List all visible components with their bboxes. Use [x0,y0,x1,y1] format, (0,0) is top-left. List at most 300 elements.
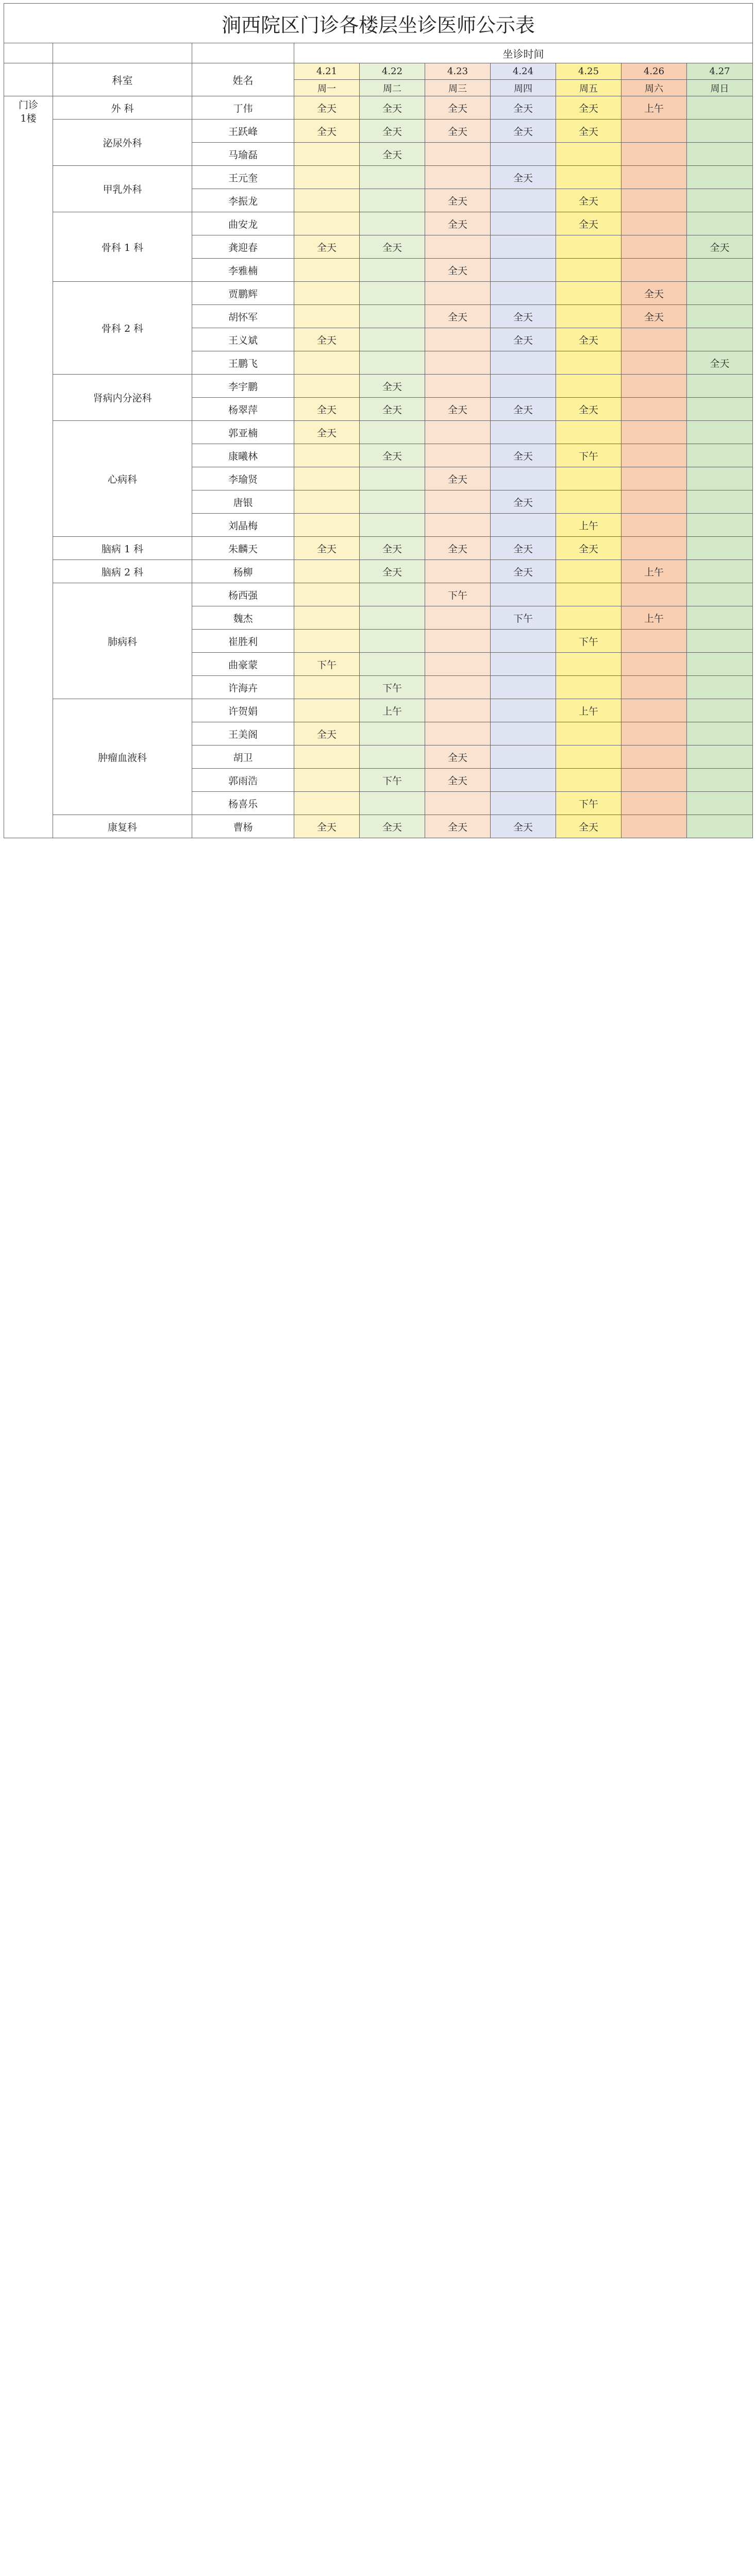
shift-cell [687,583,753,606]
shift-cell [360,745,425,769]
shift-cell [621,490,687,514]
shift-cell [425,235,491,259]
shift-cell [491,769,556,792]
shift-cell: 全天 [425,305,491,328]
weekday-header: 周三 [425,80,491,96]
shift-cell: 全天 [294,722,360,745]
shift-cell [621,328,687,351]
weekday-header: 周二 [360,80,425,96]
shift-cell [360,606,425,630]
header-dept-top [53,43,192,63]
shift-cell [556,583,621,606]
shift-cell [556,676,621,699]
shift-cell [360,630,425,653]
name-header: 姓名 [192,63,294,96]
shift-cell: 全天 [491,444,556,467]
shift-cell: 全天 [556,328,621,351]
shift-cell: 下午 [491,606,556,630]
shift-cell [687,745,753,769]
table-row [4,699,753,722]
shift-cell: 全天 [491,815,556,838]
shift-cell [621,421,687,444]
shift-cell [360,351,425,375]
shift-cell [425,375,491,398]
shift-cell [621,630,687,653]
shift-cell [687,305,753,328]
shift-cell [687,375,753,398]
shift-cell [687,120,753,143]
shift-cell: 下午 [556,444,621,467]
shift-cell [360,722,425,745]
shift-cell [294,699,360,722]
doctor-name: 王美阁 [192,722,294,745]
shift-cell: 全天 [360,537,425,560]
shift-cell [687,537,753,560]
dept-cell: 泌尿外科 [53,120,192,166]
shift-cell [687,398,753,421]
shift-cell [491,143,556,166]
shift-cell [294,630,360,653]
shift-cell [621,815,687,838]
schedule-body [4,96,753,838]
shift-cell [294,143,360,166]
shift-cell [687,630,753,653]
time-header: 坐诊时间 [294,43,753,63]
shift-cell [360,166,425,189]
shift-cell [621,722,687,745]
doctor-name: 刘晶梅 [192,514,294,537]
shift-cell: 全天 [360,815,425,838]
shift-cell [621,166,687,189]
shift-cell [621,235,687,259]
shift-cell: 全天 [294,421,360,444]
shift-cell [687,769,753,792]
shift-cell: 下午 [360,769,425,792]
shift-cell: 全天 [556,212,621,235]
shift-cell [687,467,753,490]
shift-cell [425,282,491,305]
date-header: 4.23 [425,63,491,80]
doctor-name: 康曦林 [192,444,294,467]
shift-cell [491,212,556,235]
shift-cell [687,699,753,722]
dept-cell: 骨科 2 科 [53,282,192,375]
shift-cell: 全天 [294,120,360,143]
shift-cell: 下午 [556,630,621,653]
weekday-header: 周四 [491,80,556,96]
shift-cell: 全天 [687,351,753,375]
doctor-name: 崔胜利 [192,630,294,653]
shift-cell: 全天 [491,166,556,189]
shift-cell [621,769,687,792]
shift-cell [491,467,556,490]
shift-cell [621,514,687,537]
table-row [4,560,753,583]
shift-cell [491,375,556,398]
shift-cell [491,653,556,676]
shift-cell [621,398,687,421]
table-row [4,537,753,560]
shift-cell [687,212,753,235]
shift-cell [294,583,360,606]
shift-cell [360,421,425,444]
shift-cell [294,375,360,398]
shift-cell [360,305,425,328]
table-row [4,421,753,444]
shift-cell: 全天 [425,815,491,838]
shift-cell: 全天 [556,189,621,212]
shift-cell: 全天 [360,120,425,143]
shift-cell [556,259,621,282]
dept-cell: 甲乳外科 [53,166,192,212]
shift-cell [425,606,491,630]
shift-cell: 全天 [425,769,491,792]
dept-cell: 脑病 1 科 [53,537,192,560]
shift-cell: 全天 [425,189,491,212]
shift-cell [621,699,687,722]
shift-cell [621,653,687,676]
shift-cell: 全天 [360,444,425,467]
shift-cell: 全天 [491,96,556,120]
shift-cell [687,653,753,676]
shift-cell [556,769,621,792]
shift-cell [425,676,491,699]
shift-cell [556,351,621,375]
shift-cell: 全天 [556,815,621,838]
date-header: 4.25 [556,63,621,80]
shift-cell [687,560,753,583]
doctor-name: 曹杨 [192,815,294,838]
dept-cell: 肺病科 [53,583,192,699]
doctor-name: 胡卫 [192,745,294,769]
shift-cell [294,259,360,282]
shift-cell [425,560,491,583]
shift-cell [491,189,556,212]
floor-header-blank [4,63,53,96]
doctor-name: 胡怀军 [192,305,294,328]
shift-cell [425,328,491,351]
shift-cell [687,815,753,838]
shift-cell [294,606,360,630]
shift-cell [556,722,621,745]
shift-cell [491,259,556,282]
table-row [4,583,753,606]
doctor-name: 王跃峰 [192,120,294,143]
shift-cell [491,630,556,653]
shift-cell [360,212,425,235]
dept-cell: 肿瘤血液科 [53,699,192,815]
shift-cell [687,490,753,514]
shift-cell [294,467,360,490]
shift-cell [360,583,425,606]
shift-cell [556,375,621,398]
shift-cell: 全天 [294,96,360,120]
shift-cell [491,745,556,769]
doctor-name: 杨西强 [192,583,294,606]
shift-cell [425,166,491,189]
shift-cell: 全天 [425,537,491,560]
shift-cell [491,583,556,606]
doctor-name: 王义斌 [192,328,294,351]
shift-cell [294,444,360,467]
floor-label: 1楼 [20,113,37,124]
shift-cell: 全天 [556,398,621,421]
shift-cell [294,189,360,212]
shift-cell [294,745,360,769]
shift-cell [621,676,687,699]
shift-cell: 全天 [425,212,491,235]
shift-cell [556,305,621,328]
shift-cell [360,514,425,537]
shift-cell [621,259,687,282]
shift-cell: 全天 [556,96,621,120]
doctor-name: 贾鹏辉 [192,282,294,305]
doctor-name: 马瑜磊 [192,143,294,166]
shift-cell [621,120,687,143]
shift-cell [491,421,556,444]
shift-cell: 全天 [425,745,491,769]
shift-cell: 全天 [425,398,491,421]
date-header: 4.21 [294,63,360,80]
doctor-name: 朱麟天 [192,537,294,560]
shift-cell [360,328,425,351]
shift-cell [687,514,753,537]
floor-label: 门诊 [18,99,38,111]
shift-cell: 全天 [687,235,753,259]
shift-cell [491,282,556,305]
shift-cell: 全天 [294,815,360,838]
shift-cell [294,560,360,583]
date-header: 4.24 [491,63,556,80]
shift-cell: 全天 [491,305,556,328]
shift-cell [687,166,753,189]
doctor-name: 李振龙 [192,189,294,212]
shift-cell: 全天 [360,96,425,120]
shift-cell: 全天 [491,490,556,514]
shift-cell: 下午 [425,583,491,606]
shift-cell [621,351,687,375]
shift-cell [556,421,621,444]
doctor-name: 郭亚楠 [192,421,294,444]
dept-cell: 康复科 [53,815,192,838]
shift-cell: 全天 [491,398,556,421]
floor-cell [4,96,53,838]
schedule-table [4,3,753,838]
shift-cell [687,282,753,305]
shift-cell [425,490,491,514]
shift-cell [621,745,687,769]
shift-cell [491,235,556,259]
table-row [4,212,753,235]
shift-cell [687,444,753,467]
doctor-name: 郭雨浩 [192,769,294,792]
table-row [4,166,753,189]
shift-cell: 全天 [360,143,425,166]
shift-cell [556,143,621,166]
shift-cell [360,259,425,282]
shift-cell [294,166,360,189]
doctor-name: 李雅楠 [192,259,294,282]
shift-cell [687,421,753,444]
shift-cell: 全天 [294,235,360,259]
shift-cell [425,143,491,166]
shift-cell [425,792,491,815]
doctor-name: 许贺娟 [192,699,294,722]
shift-cell [621,143,687,166]
shift-cell [294,769,360,792]
date-header: 4.22 [360,63,425,80]
shift-cell [687,676,753,699]
shift-cell [425,699,491,722]
doctor-name: 曲豪蒙 [192,653,294,676]
shift-cell: 全天 [425,467,491,490]
shift-cell [621,189,687,212]
shift-cell [556,653,621,676]
shift-cell [687,792,753,815]
shift-cell [491,722,556,745]
shift-cell [687,143,753,166]
shift-cell: 全天 [294,328,360,351]
shift-cell [425,351,491,375]
table-row [4,815,753,838]
shift-cell [621,467,687,490]
shift-cell: 全天 [294,537,360,560]
shift-cell [491,792,556,815]
shift-cell: 全天 [556,537,621,560]
header-floor [4,43,53,63]
shift-cell: 全天 [491,560,556,583]
dept-cell: 骨科 1 科 [53,212,192,282]
dept-cell: 外 科 [53,96,192,120]
doctor-name: 曲安龙 [192,212,294,235]
shift-cell [294,676,360,699]
shift-cell [491,699,556,722]
shift-cell [621,212,687,235]
shift-cell [556,745,621,769]
shift-cell [621,375,687,398]
doctor-name: 杨喜乐 [192,792,294,815]
dept-cell: 肾病内分泌科 [53,375,192,421]
page-title: 涧西院区门诊各楼层坐诊医师公示表 [4,4,753,43]
table-row [4,120,753,143]
dept-header: 科室 [53,63,192,96]
doctor-name: 杨柳 [192,560,294,583]
shift-cell [621,792,687,815]
shift-cell: 上午 [556,699,621,722]
shift-cell: 全天 [556,120,621,143]
shift-cell [556,282,621,305]
shift-cell [360,653,425,676]
shift-cell [294,305,360,328]
doctor-name: 李宇鹏 [192,375,294,398]
shift-cell [425,653,491,676]
shift-cell [425,444,491,467]
shift-cell [491,351,556,375]
shift-cell [294,351,360,375]
shift-cell [425,514,491,537]
shift-cell: 上午 [621,606,687,630]
shift-cell: 全天 [360,235,425,259]
shift-cell: 全天 [491,120,556,143]
shift-cell [687,722,753,745]
weekday-header: 周五 [556,80,621,96]
shift-cell: 全天 [360,560,425,583]
doctor-name: 王元奎 [192,166,294,189]
shift-cell [360,490,425,514]
shift-cell [687,96,753,120]
shift-cell: 全天 [491,328,556,351]
shift-cell [556,166,621,189]
shift-cell [294,514,360,537]
shift-cell: 全天 [294,398,360,421]
doctor-name: 魏杰 [192,606,294,630]
shift-cell [360,282,425,305]
shift-cell [425,421,491,444]
shift-cell [425,722,491,745]
shift-cell: 全天 [491,537,556,560]
table-row [4,375,753,398]
shift-cell [294,490,360,514]
doctor-name: 李瑜贤 [192,467,294,490]
shift-cell [425,630,491,653]
dept-cell: 心病科 [53,421,192,537]
shift-cell: 下午 [360,676,425,699]
shift-cell: 全天 [621,305,687,328]
shift-cell [360,467,425,490]
shift-cell: 上午 [360,699,425,722]
shift-cell: 下午 [294,653,360,676]
shift-cell: 全天 [425,96,491,120]
shift-cell [491,676,556,699]
shift-cell [491,514,556,537]
shift-cell [621,583,687,606]
shift-cell [360,792,425,815]
doctor-name: 龚迎春 [192,235,294,259]
shift-cell [687,189,753,212]
shift-cell [556,467,621,490]
doctor-name: 丁伟 [192,96,294,120]
weekday-header: 周一 [294,80,360,96]
doctor-name: 杨翠萍 [192,398,294,421]
date-header: 4.26 [621,63,687,80]
header-name-top [192,43,294,63]
shift-cell: 下午 [556,792,621,815]
table-row [4,282,753,305]
shift-cell [687,259,753,282]
shift-cell [556,606,621,630]
shift-cell [294,212,360,235]
shift-cell [687,328,753,351]
shift-cell [621,444,687,467]
shift-cell [294,792,360,815]
shift-cell [556,490,621,514]
shift-cell: 全天 [621,282,687,305]
shift-cell [556,235,621,259]
doctor-name: 唐银 [192,490,294,514]
shift-cell [556,560,621,583]
shift-cell [294,282,360,305]
shift-cell: 全天 [425,120,491,143]
shift-cell: 全天 [425,259,491,282]
dept-cell: 脑病 2 科 [53,560,192,583]
weekday-header: 周六 [621,80,687,96]
shift-cell: 上午 [621,560,687,583]
shift-cell [621,537,687,560]
shift-cell: 全天 [360,398,425,421]
table-row [4,96,753,120]
shift-cell [360,189,425,212]
shift-cell: 上午 [556,514,621,537]
